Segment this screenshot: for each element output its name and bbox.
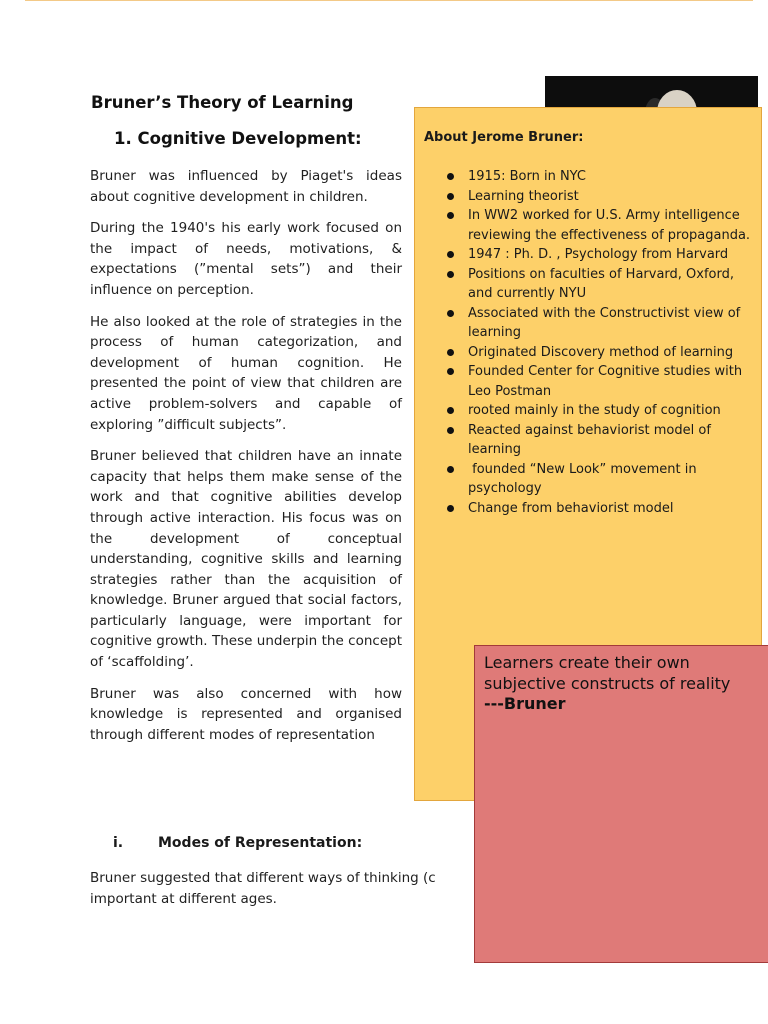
- list-item-text: Reacted against behaviorist model of learning: [468, 422, 711, 457]
- quote-text: Learners create their own subjective constructs of reality: [484, 653, 731, 693]
- about-heading: About Jerome Bruner:: [424, 130, 584, 145]
- list-item: [415, 265, 755, 304]
- section-heading: 1. Cognitive Development:: [114, 129, 362, 148]
- paragraph-4: Bruner believed that children have an innate capacity that helps them make sense of the work and that cognitive abilities develop through active interaction. His focus was on the development of conceptual understanding, cognitive skills and learning strategies rather than the acquisition of knowledge. Bruner argued that social factors, particularly language, were important for cognitive growth. These underpin the concept of ‘scaffolding’.: [90, 448, 402, 671]
- bullet-icon: [447, 466, 454, 473]
- list-item-text: 1947 : Ph. D. , Psychology from Harvard: [468, 247, 729, 262]
- list-item: [415, 167, 755, 187]
- list-item: [415, 343, 755, 363]
- paragraph-2: During the 1940's his early work focused on the impact of needs, motivations, & expectations (”mental sets”) and their influence on perception.: [90, 220, 402, 298]
- list-item: [415, 499, 755, 519]
- quote-author: ---Bruner: [484, 694, 566, 713]
- top-divider: [25, 0, 753, 1]
- list-item-text: Associated with the Constructivist view of learning: [468, 305, 741, 340]
- bullet-icon: [447, 251, 454, 258]
- bullet-icon: [447, 407, 454, 414]
- bullet-icon: [447, 310, 454, 317]
- quote-block: [484, 653, 764, 715]
- bullet-icon: [447, 427, 454, 434]
- list-item: [415, 304, 755, 343]
- body-column: [90, 166, 402, 756]
- subsection-number: i.: [113, 835, 124, 851]
- list-item: [415, 401, 755, 421]
- list-item: [415, 187, 755, 207]
- list-item: [415, 245, 755, 265]
- list-item: [415, 421, 755, 460]
- paragraph-1: Bruner was influenced by Piaget's ideas about cognitive development in children.: [90, 168, 402, 205]
- list-item-text: Originated Discovery method of learning: [468, 344, 734, 360]
- quote-callout: [474, 645, 768, 963]
- list-item-text: rooted mainly in the study of cognition: [468, 403, 721, 418]
- list-item-text: Founded Center for Cognitive studies with Leo Postman: [468, 364, 743, 399]
- subsection-title: Modes of Representation:: [158, 835, 363, 851]
- bullet-icon: [447, 271, 454, 278]
- list-item-text: 1915: Born in NYC: [468, 169, 586, 184]
- bullet-icon: [447, 193, 454, 200]
- about-list: [415, 167, 755, 518]
- page-title: Bruner’s Theory of Learning: [91, 93, 354, 112]
- bullet-icon: [447, 212, 454, 219]
- closing-paragraph: Bruner suggested that different ways of thinking (c important at different ages.: [90, 870, 436, 907]
- bullet-icon: [447, 505, 454, 512]
- bullet-icon: [447, 173, 454, 180]
- bullet-icon: [447, 349, 454, 356]
- list-item: [415, 362, 755, 401]
- list-item: [415, 206, 755, 245]
- list-item-text: Change from behaviorist model: [468, 500, 674, 516]
- paragraph-3: He also looked at the role of strategies in the process of human categorization, and development of human cognition. He presented the point of view that children are active problem-solvers and capable of exploring ”difficult subjects”.: [90, 313, 402, 433]
- list-item-text: Positions on faculties of Harvard, Oxford, and currently NYU: [468, 266, 734, 301]
- list-item-text: founded “New Look” movement in psychology: [468, 461, 701, 496]
- paragraph-5: Bruner was also concerned with how knowledge is represented and organised through different modes of representation: [90, 685, 402, 743]
- bullet-icon: [447, 368, 454, 375]
- list-item-text: In WW2 worked for U.S. Army intelligence reviewing the effectiveness of propaganda.: [468, 208, 751, 243]
- list-item-text: Learning theorist: [468, 188, 579, 204]
- list-item: [415, 460, 755, 499]
